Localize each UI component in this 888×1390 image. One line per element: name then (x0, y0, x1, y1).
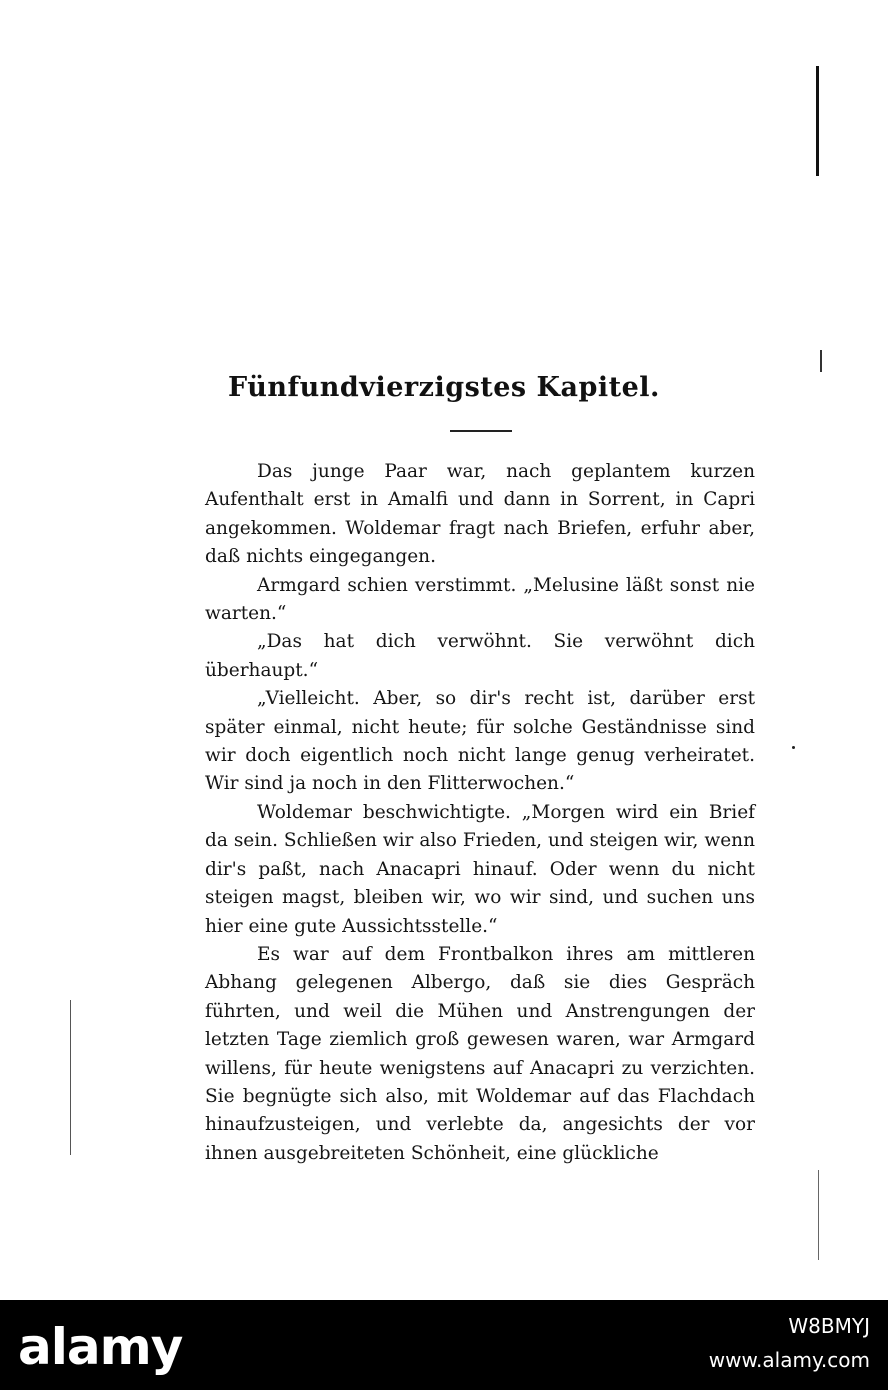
paragraph: Woldemar beschwichtigte. „Morgen wird ein Brief da sein. Schließen wir also Frieden, und steigen wir, wenn dir's paßt, nach Anacapri hinauf. Oder wenn du nicht steigen magst, bleiben wir, wo wir sind, und suchen uns hier eine gute Aussichtsstelle.“ (205, 801, 755, 937)
chapter-title: Fünfundvierzigstes Kapitel. (228, 372, 660, 403)
brand-logo: alamy (18, 1318, 183, 1376)
body-text (205, 458, 755, 1168)
watermark-banner (0, 1300, 888, 1390)
scan-edge-mark (70, 1000, 71, 1155)
scan-speck (792, 746, 795, 749)
paragraph: Es war auf dem Frontbalkon ihres am mittleren Abhang gelegenen Albergo, daß sie dies Gespräch führten, und weil die Mühen und Anstrengungen der letzten Tage ziemlich groß gewesen waren, war Armgard willens, für heute wenigstens auf Anacapri zu verzichten. Sie begnügte sich also, mit Woldemar auf das Flachdach hinaufzusteigen, und verlebte da, angesichts der vor ihnen ausgebreiteten Schönheit, eine glückliche (205, 943, 755, 1164)
site-url: www.alamy.com (708, 1348, 870, 1372)
scan-edge-mark (816, 66, 819, 176)
paragraph: Armgard schien verstimmt. „Melusine läßt sonst nie warten.“ (205, 574, 755, 625)
paragraph: Das junge Paar war, nach geplantem kurzen Aufenthalt erst in Amalfi und dann in Sorrent, in Capri angekommen. Woldemar fragt nach Briefen, erfuhr aber, daß nichts eingegangen. (205, 461, 755, 568)
title-divider (450, 430, 512, 432)
scan-edge-mark (818, 1170, 819, 1260)
paragraph: „Das hat dich verwöhnt. Sie verwöhnt dich überhaupt.“ (205, 631, 755, 681)
paragraph: „Vielleicht. Aber, so dir's recht ist, darüber erst später einmal, nicht heute; für solche Geständnisse sind wir doch eigentlich noch nicht lange genug verheiratet. Wir sind ja noch in den Flitterwochen.“ (205, 688, 755, 795)
image-id: W8BMYJ (788, 1314, 870, 1338)
scan-edge-mark (820, 350, 822, 372)
